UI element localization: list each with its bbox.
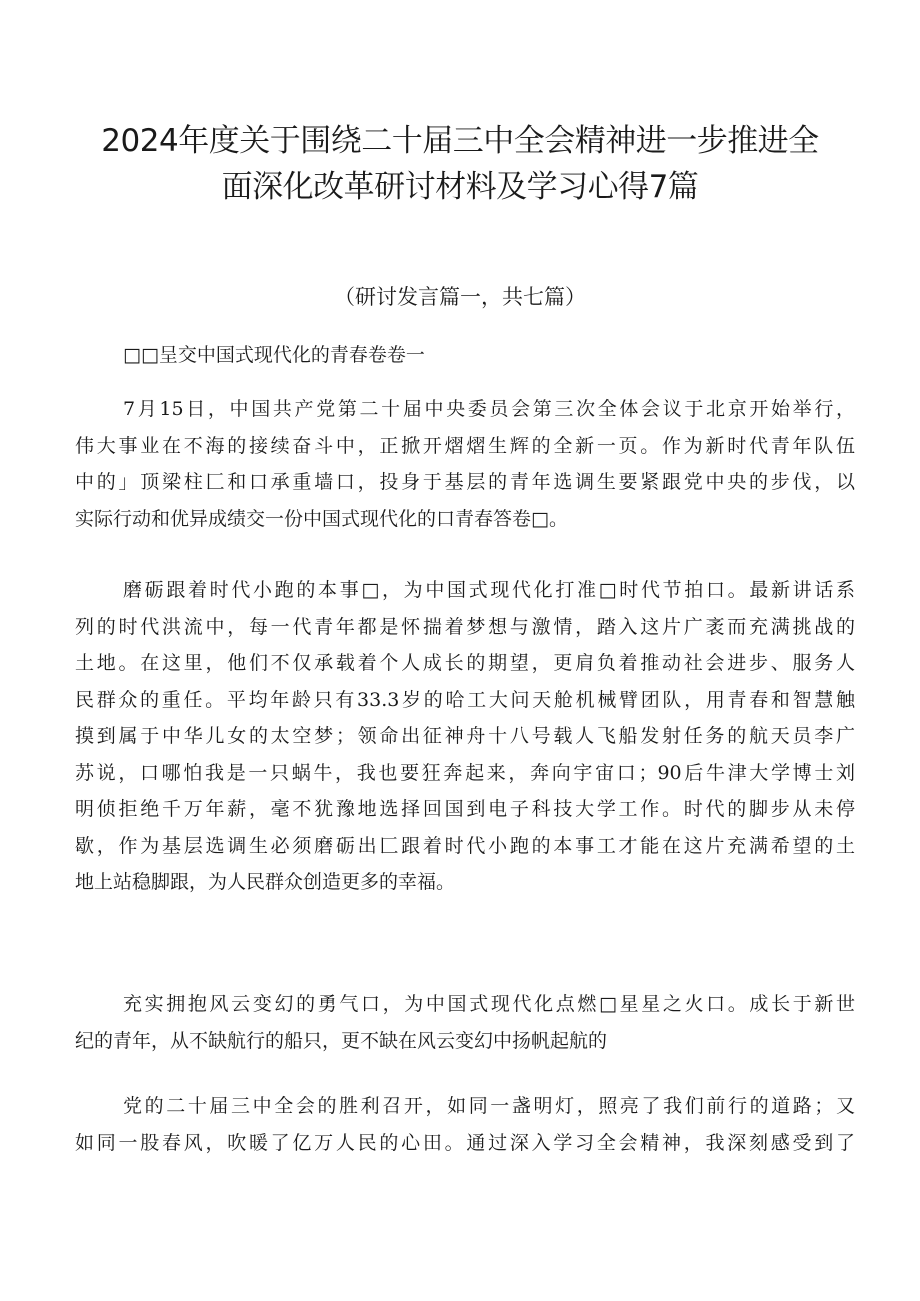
paragraph-line: 民群众的重任。平均年龄只有33.3岁的哈工大问天舱机械臂团队，用青春和智慧触 [75, 688, 855, 711]
paragraph-line: 摸到属于中华儿女的太空梦；领命出征神舟十八号载人飞船发射任务的航天员李广 [75, 725, 855, 747]
paragraph-line: 7月15日，中国共产党第二十届中央委员会第三次全体会议于北京开始举行， [123, 398, 855, 420]
paragraph [75, 1088, 855, 1161]
paragraph-line: 充实拥抱风云变幻的勇气口，为中国式现代化点燃□星星之火口。成长于新世 [123, 993, 855, 1015]
paragraph [75, 986, 855, 1059]
paragraph [75, 572, 855, 901]
document-subtitle: （研讨发言篇一，共七篇） [334, 285, 586, 309]
paragraph [75, 391, 855, 537]
paragraph-line: 如同一股春风，吹暖了亿万人民的心田。通过深入学习全会精神，我深刻感受到了 [75, 1131, 855, 1154]
paragraph-line: 土地。在这里，他们不仅承载着个人成长的期望，更肩负着推动社会进步、服务人 [75, 652, 855, 674]
paragraph-line: 列的时代洪流中，每一代青年都是怀揣着梦想与激情，踏入这片广袤而充满挑战的 [75, 615, 855, 638]
paragraph-line: □□呈交中国式现代化的青春卷卷一 [123, 344, 425, 366]
paragraph-line: 地上站稳脚跟，为人民群众创造更多的幸福。 [75, 871, 456, 893]
paragraph-line: 实际行动和优异成绩交一份中国式现代化的口青春答卷□。 [75, 507, 568, 530]
paragraph-line: 伟大事业在不海的接续奋斗中，正掀开熠熠生辉的全新一页。作为新时代青年队伍 [75, 434, 855, 457]
paragraph-line: 党的二十届三中全会的胜利召开，如同一盏明灯，照亮了我们前行的道路；又 [123, 1095, 855, 1117]
title-line: 2024年度关于围绕二十届三中全会精神进一步推进全 [101, 123, 819, 159]
paragraph-line: 苏说，口哪怕我是一只蜗牛，我也要狂奔起来，奔向宇宙口；90后牛津大学博士刘 [75, 761, 855, 784]
paragraph-line: 歇，作为基层选调生必须磨砺出匚跟着时代小跑的本事工才能在这片充满希望的土 [75, 834, 855, 857]
paragraph-line: 纪的青年，从不缺航行的船只，更不缺在风云变幻中扬帆起航的 [75, 1029, 608, 1052]
title-line: 面深化改革研讨材料及学习心得7篇 [221, 169, 699, 205]
document-title [60, 118, 860, 210]
paragraph-line: 明侦拒绝千万年薪，毫不犹豫地选择回国到电子科技大学工作。时代的脚步从未停 [75, 798, 855, 820]
paragraph-line: 磨砺跟着时代小跑的本事□，为中国式现代化打准□时代节拍口。最新讲话系 [123, 579, 855, 601]
paragraph-line: 中的」顶梁柱匚和口承重墙口，投身于基层的青年选调生要紧跟党中央的步伐，以 [75, 471, 855, 493]
paragraph-heading [75, 337, 855, 374]
